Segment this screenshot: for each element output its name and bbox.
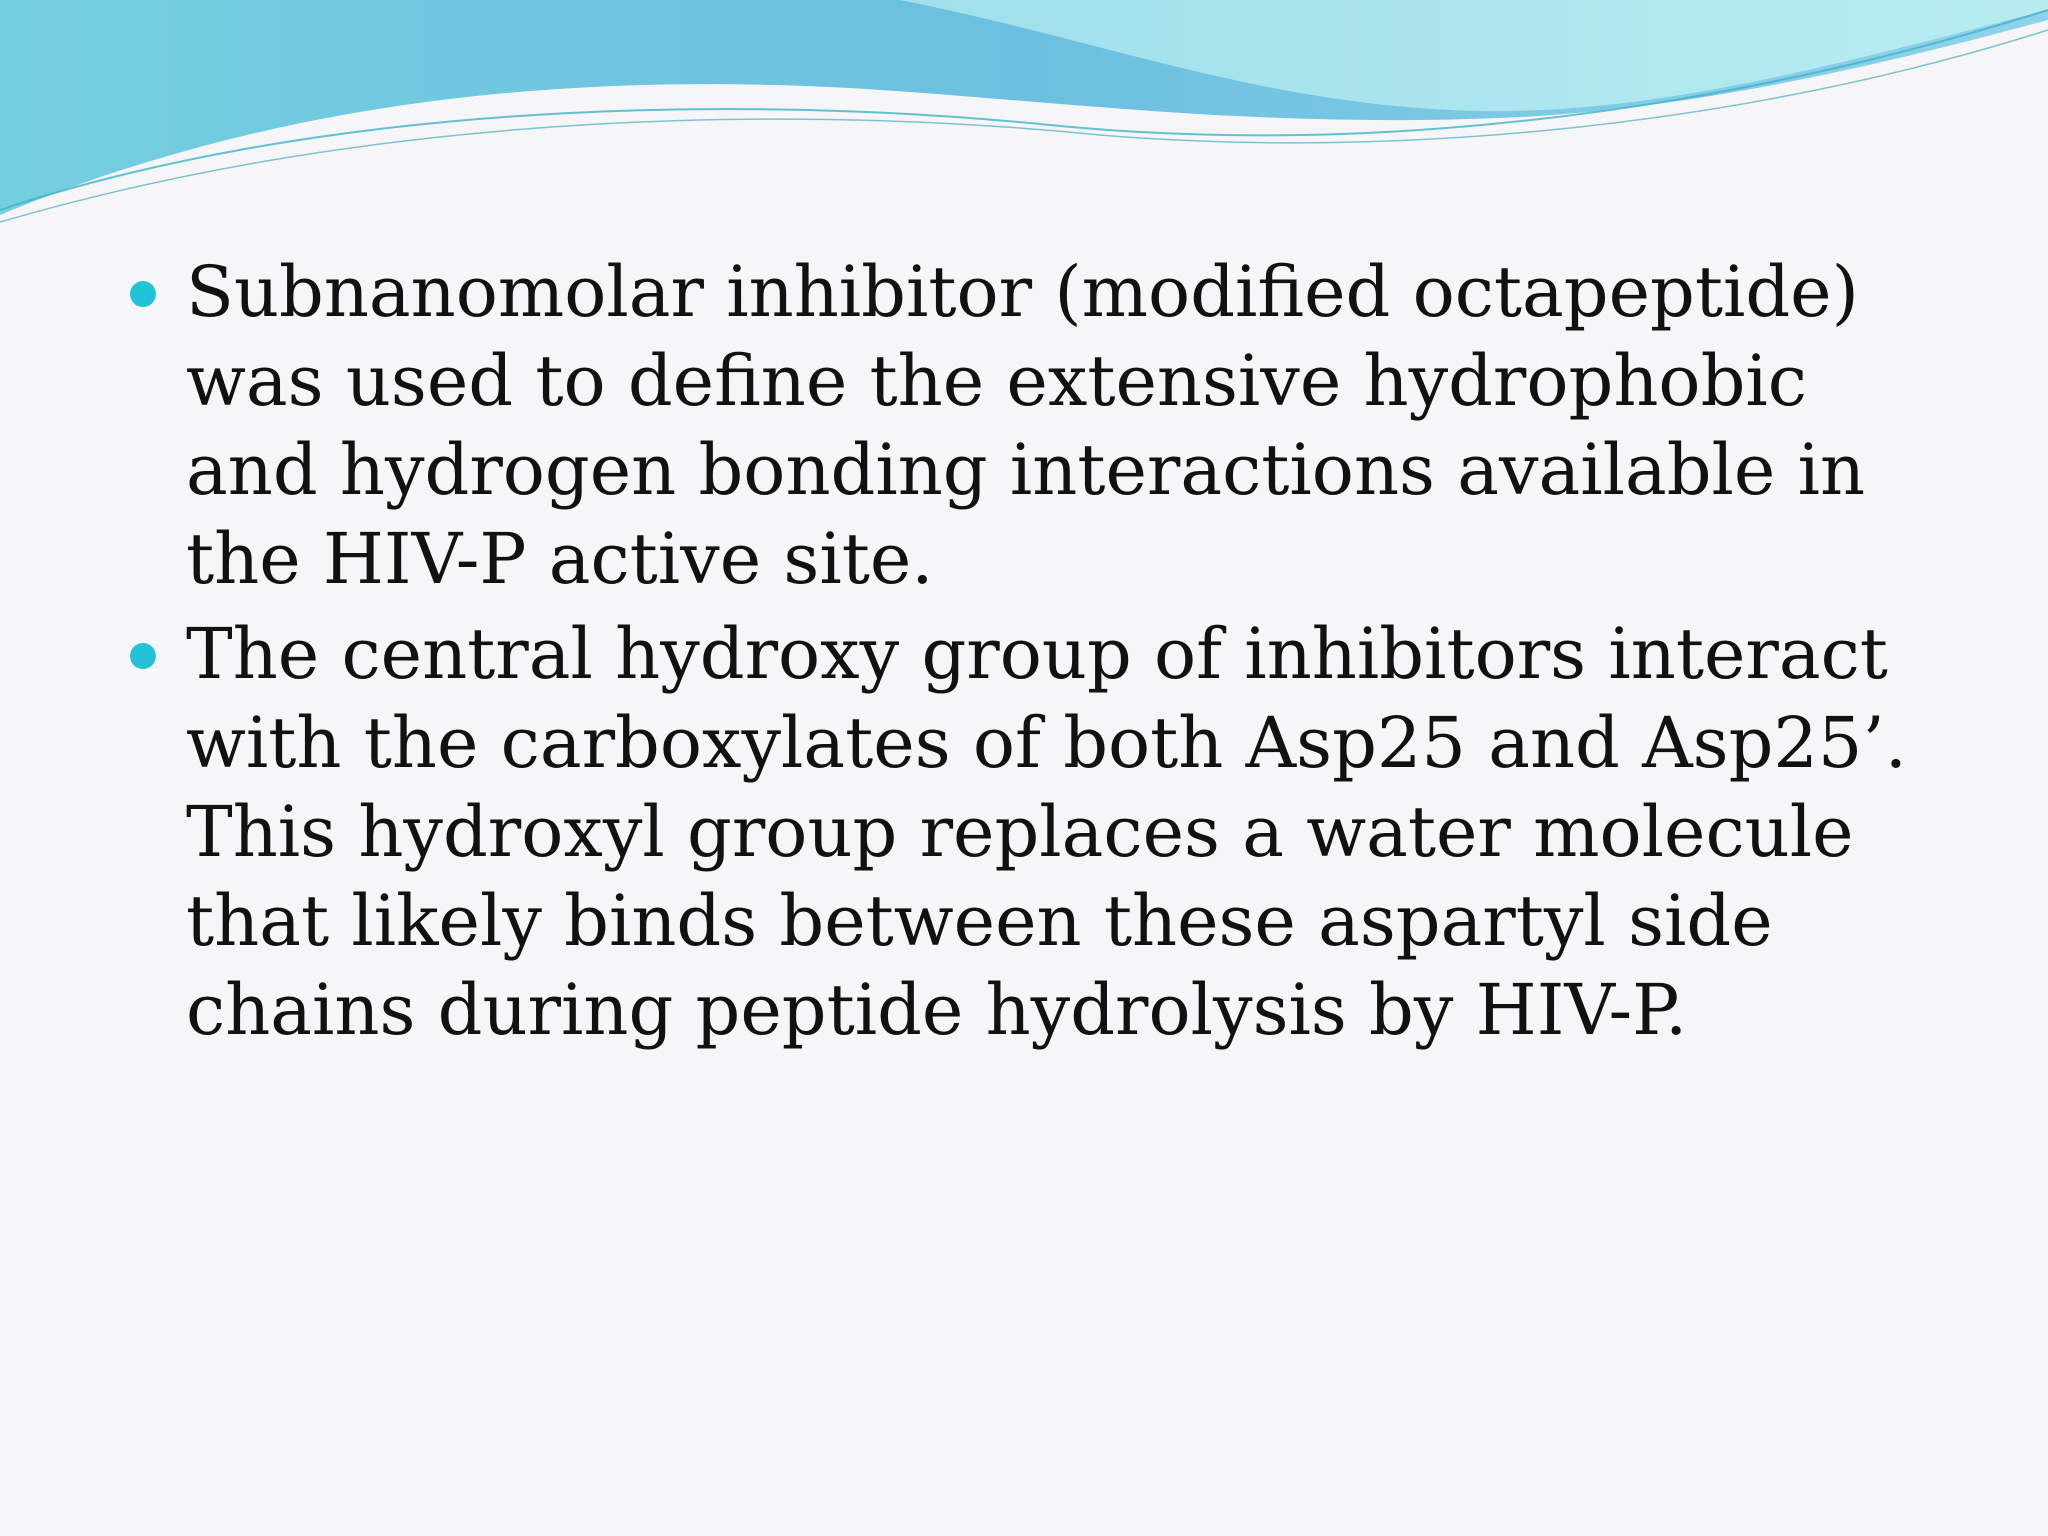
slide-body: [130, 248, 1930, 1061]
bullet-item-1: [130, 248, 1930, 604]
bullet-text-2: The central hydroxy group of inhibitors interact with the carboxylates of both Asp25 and Asp25’. This hydroxyl group replaces a water molecule that likely binds between these aspartyl side chains during peptide hydrolysis by HIV-P.: [186, 613, 1907, 1051]
bullet-dot-icon: [130, 643, 156, 669]
bullet-item-2: [130, 610, 1930, 1055]
bullet-list: [130, 248, 1930, 1055]
header-wave-decoration: [0, 0, 2048, 240]
bullet-text-1: Subnanomolar inhibitor (modified octapeptide) was used to define the extensive hydrophobic and hydrogen bonding interactions available in the HIV-P active site.: [186, 251, 1866, 600]
bullet-dot-icon: [130, 281, 156, 307]
